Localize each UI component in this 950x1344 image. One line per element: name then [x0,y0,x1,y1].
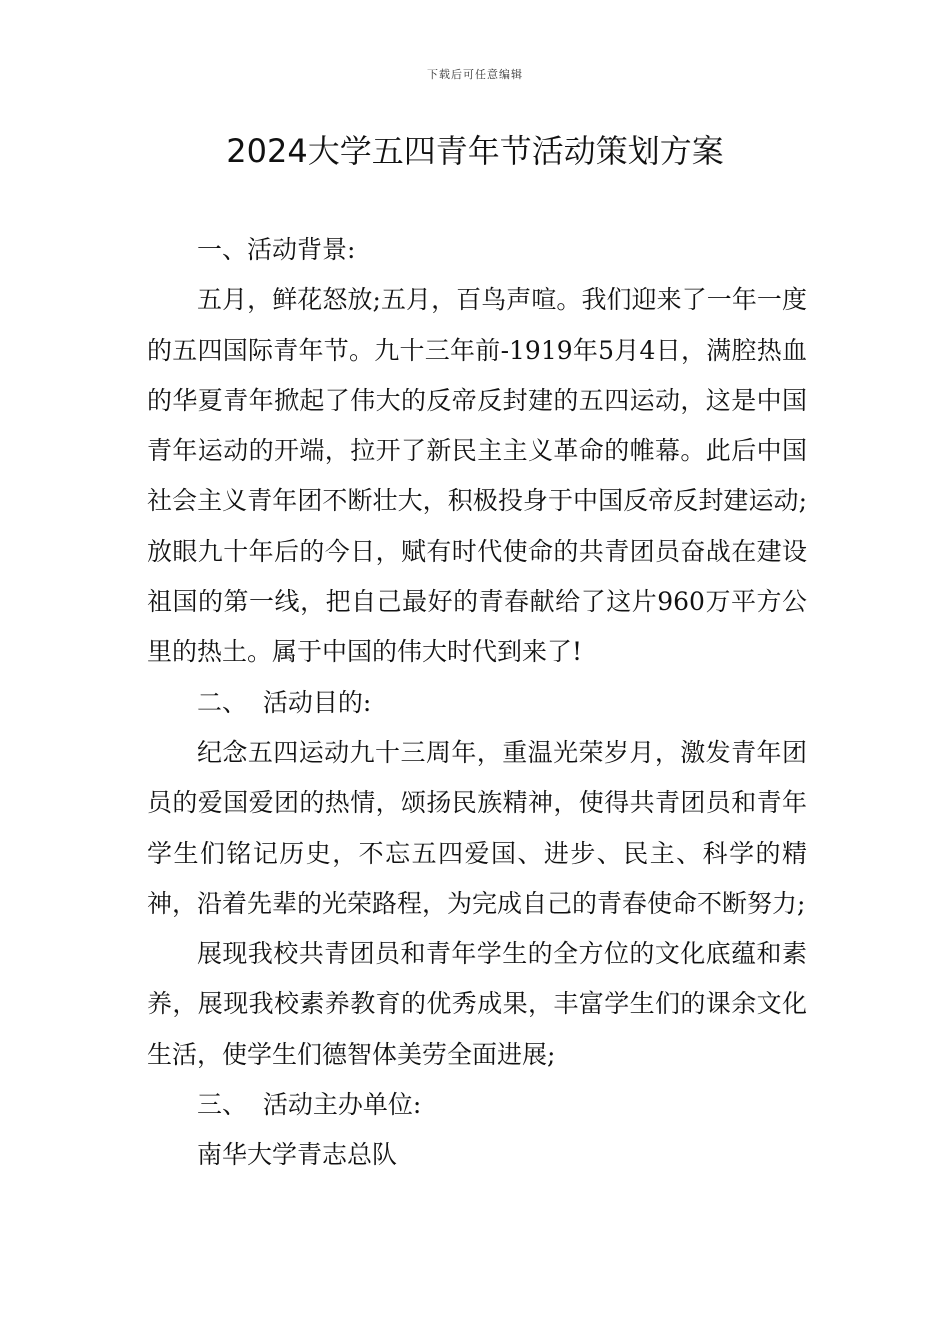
document-title: 2024大学五四青年节活动策划方案 [226,132,724,170]
document-body [147,225,807,1181]
section-heading-purpose: 二、 活动目的: [197,687,372,717]
paragraph-organizer: 南华大学青志总队 [197,1140,398,1170]
paragraph-purpose-2: 展现我校共青团员和青年学生的全方位的文化底蕴和素养，展现我校素养教育的优秀成果，丰富学生们的课余文化生活，使学生们德智体美劳全面进展; [147,939,807,1069]
section-heading-background: 一、活动背景: [197,235,356,264]
header-note: 下载后可任意编辑 [427,68,523,81]
paragraph-purpose-1: 纪念五四运动九十三周年，重温光荣岁月，激发青年团员的爱国爱团的热情，颂扬民族精神，使得共青团员和青年学生们铭记历史，不忘五四爱国、进步、民主、科学的精神，沿着先辈的光荣路程，为完成自己的青春使命不断努力; [147,737,807,918]
section-heading-organizer: 三、 活动主办单位: [197,1090,422,1120]
paragraph-background: 五月，鲜花怒放;五月，百鸟声喧。我们迎来了一年一度的五四国际青年节。九十三年前-1919年5月4日，满腔热血的华夏青年掀起了伟大的反帝反封建的五四运动，这是中国青年运动的开端，拉开了新民主主义革命的帷幕。此后中国社会主义青年团不断壮大，积极投身于中国反帝反封建运动;放眼九十年后的今日，赋有时代使命的共青团员奋战在建设祖国的第一线，把自己最好的青春献给了这片960万平方公里的热土。属于中国的伟大时代到来了! [147,285,807,667]
